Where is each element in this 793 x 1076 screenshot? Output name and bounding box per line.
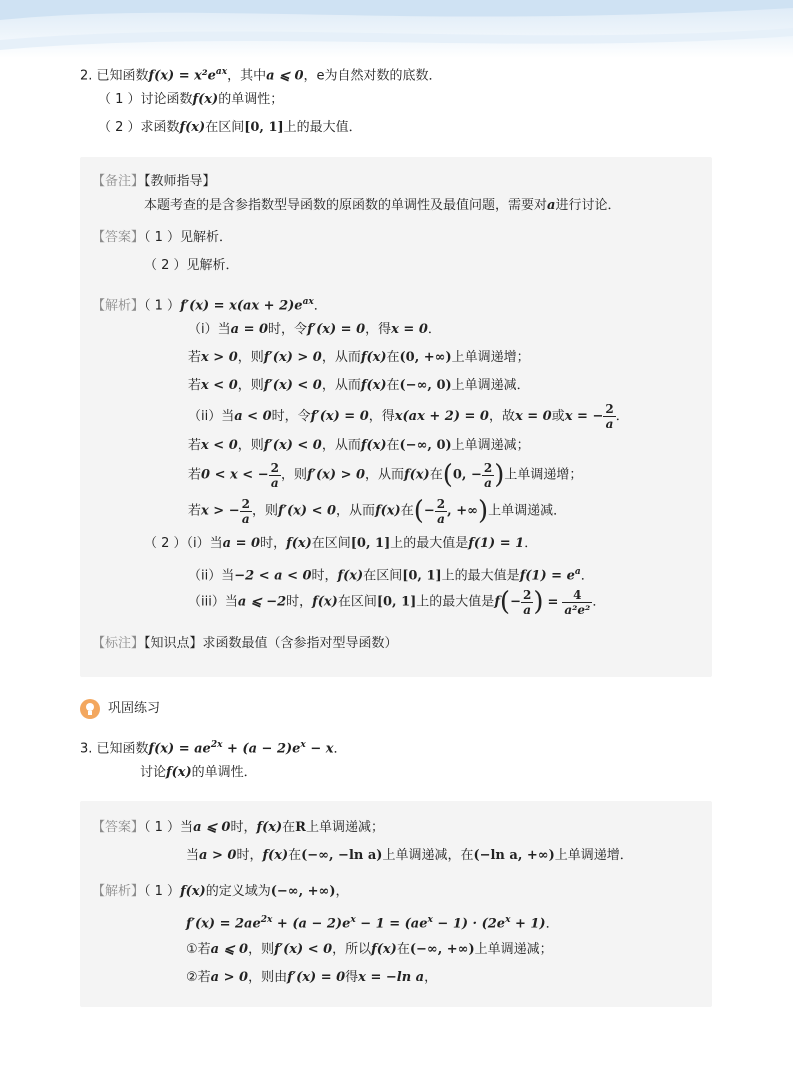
mark-tag: 【标注】 [92, 636, 145, 651]
problem-2-question-2: （ 2 ）求函数f(x)在区间[0, 1]上的最大值． [98, 120, 362, 135]
analysis-line-10: （ii）当−2 < a < 0时，f(x)在区间[0, 1]上的最大值是$f(1) = e^a$． [188, 567, 594, 584]
answer2-line-2: 当a > 0时，f(x)在(−∞, −ln a)上单调递减，在(−ln a, +∞)上单调递增． [186, 848, 633, 863]
analysis-line-3: 若x > 0，则f′(x) > 0，从而f(x)在(0, +∞)上单调递增； [188, 350, 530, 365]
note-tag: 【备注】 [92, 174, 145, 189]
fraction: $\frac{2}{a}$ [270, 460, 279, 490]
analysis2-line-2: $f'(x) = 2ae^{2x} + (a - 2)e^x - 1 = (ae^x - 1) \cdot (2e^x + 1)$． [186, 915, 559, 932]
analysis-line-1: 【解析】（ 1 ）$f'(x) = x(ax + 2)e^{ax}$． [92, 297, 327, 314]
fraction: $\frac{2}{a}$ [436, 496, 446, 526]
analysis2-line-1: 【解析】（ 1 ）f(x)的定义域为(−∞, +∞)， [92, 884, 349, 899]
analysis-tag: 【解析】 [92, 884, 145, 899]
problem-2-question-1: （ 1 ）讨论函数f(x)的单调性； [98, 92, 284, 107]
analysis-line-5: （ii）当a < 0时，令f′(x) = 0，得x(ax + 2) = 0，故x = 0或x = − $\frac{2}{a}$ ． [188, 402, 629, 431]
analysis-line-2: （i）当a = 0时，令f′(x) = 0，得x = 0． [188, 322, 441, 337]
header-banner [0, 0, 793, 58]
problem-3-stem: 3. 已知函数$f(x) = ae^{2x} + (a - 2)e^x - x$． [80, 740, 347, 757]
analysis-line-11: （iii）当a ⩽ −2时，f(x)在区间[0, 1]上的最大值是f(− $\frac{2}{a}$ ) = $\frac{4}{\text{a²e²}}$ ． [188, 587, 606, 617]
lightbulb-icon [80, 699, 100, 719]
fraction: $\frac{2}{a}$ [605, 402, 614, 431]
fraction: $\frac{2}{a}$ [241, 496, 250, 526]
fraction: $\frac{4}{\text{a²e²}}$ [564, 587, 591, 617]
section-title: 巩固练习 [108, 701, 161, 716]
analysis-line-7: 若0 < x < − $\frac{2}{a}$ ，则f′(x) > 0，从而f(x)在(0, − $\frac{2}{a}$ )上单调递增； [188, 460, 583, 490]
problem-3-question: 讨论f(x)的单调性． [140, 765, 257, 780]
answer-tag: 【答案】 [92, 820, 145, 835]
fraction: $\frac{2}{a}$ [522, 587, 532, 617]
analysis2-line-4: ②若a > 0，则由f′(x) = 0得x = −ln a， [186, 970, 438, 985]
knowledge-mark: 【标注】【知识点】求函数最值（含参指对型导函数） [92, 636, 398, 651]
wave-decoration [0, 0, 793, 58]
answer-line-2: （ 2 ）见解析． [144, 258, 239, 273]
answer-line-1: 【答案】（ 1 ）见解析． [92, 230, 233, 245]
analysis-line-9: （ 2 ）（i）当a = 0时，f(x)在区间[0, 1]上的最大值是f(1) = 1． [144, 536, 538, 551]
analysis-line-8: 若x > − $\frac{2}{a}$ ，则f′(x) < 0，从而f(x)在(− $\frac{2}{a}$ , +∞)上单调递减． [188, 496, 567, 526]
answer-tag: 【答案】 [92, 230, 145, 245]
answer2-line-1: 【答案】（ 1 ）当a ⩽ 0时，f(x)在R上单调递减； [92, 820, 384, 835]
note-text: 本题考查的是含参指数型导函数的原函数的单调性及最值问题，需要对a进行讨论． [144, 198, 621, 213]
note-line: 【备注】【教师指导】 [92, 174, 216, 189]
fraction: $\frac{2}{a}$ [483, 460, 493, 490]
analysis-line-4: 若x < 0，则f′(x) < 0，从而f(x)在(−∞, 0)上单调递减． [188, 378, 530, 393]
analysis-line-6: 若x < 0，则f′(x) < 0，从而f(x)在(−∞, 0)上单调递减； [188, 438, 530, 453]
problem-2-stem: 2. 已知函数$f(x) = x^2e^{ax}$，其中a ⩽ 0，e为自然对数的底数． [80, 67, 442, 84]
analysis-tag: 【解析】 [92, 298, 145, 314]
analysis2-line-3: ①若a ⩽ 0，则f′(x) < 0，所以f(x)在(−∞, +∞)上单调递减； [186, 942, 553, 957]
